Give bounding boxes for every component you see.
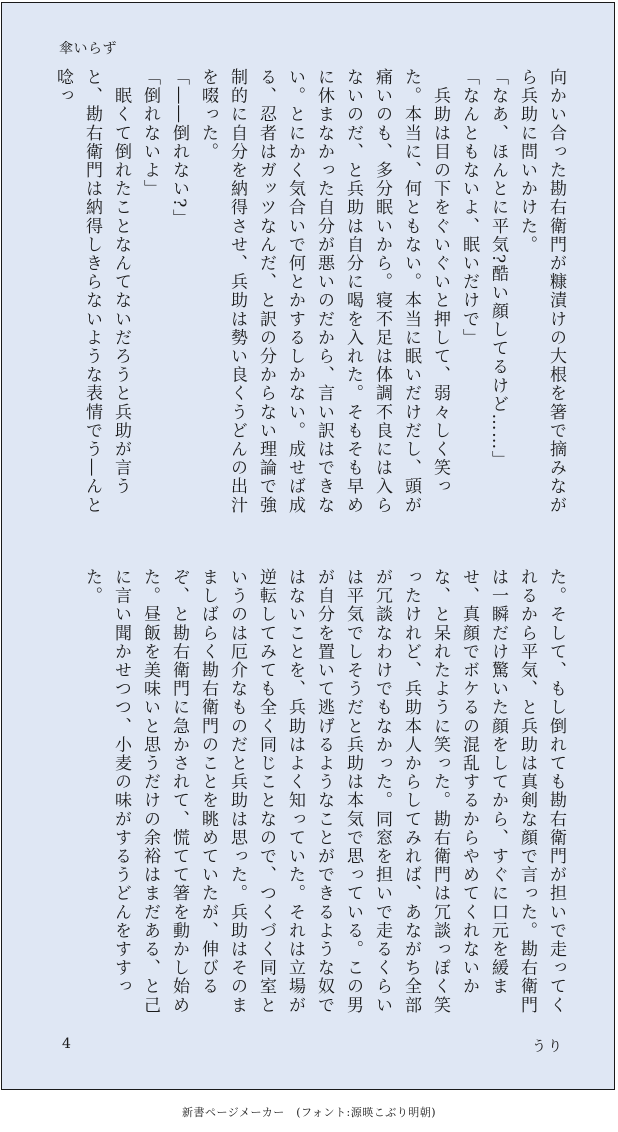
generator-credit: 新書ページメーカー (フォント:源暎こぶり明朝) xyxy=(182,1106,436,1119)
author-name: うり xyxy=(532,1039,564,1055)
page-number: 4 xyxy=(62,1036,71,1052)
body-text-lower-block: た。そして、もし倒れても勘右衛門が担いで走ってくれるから平気、と兵助は真剣な顔で言った。勘右衛門は一瞬だけ驚いた顔をしてから、すぐに口元を緩ませ、真顔でボケるの混乱するからやめてくれないかな、と呆れたように笑った。勘右衛門は冗談っぽく笑ったけれど、兵助本人からしてみれば、あながち全部が冗談なわけでもなかった。同窓を担いで走るくらいは平気でしそうだと兵助は本気で思っている。この男が自分を置いて逃げるようなことができるような奴ではないことを、兵助はよく知っていた。それは立場が逆転してみても全く同じことなので、つくづく同室というのは厄介なものだと兵助は思った。兵助はそのまましばらく勘右衛門のことを眺めていたが、伸びるぞ、と勘右衛門に急かされて、慌てて箸を動かし始めた。昼飯を美味いと思うだけの余裕はまだある、と己に言い聞かせつつ、小麦の味がするうどんをすすった。 xyxy=(82,568,566,1015)
body-text-upper-block: 向かい合った勘右衛門が糠漬けの大根を箸で摘みながら兵助に問いかけた。 「なあ、ほんとに平気?酷い顔してるけど……」 「なんともないよ、眠いだけで」 兵助は目の下をぐいぐいと押して、弱々しく笑った。本当に、何ともない。本当に眠いだけだし、頭が痛いのも、多分眠いから。寝不足は体調不良には入らないのだ、と兵助は自分に喝を入れた。そもそも早めに休まなかった自分が悪いのだから、言い訳はできない。とにかく気合いで何とかするしかない。成せば成る、忍者はガッツなんだ、と訳の分からない理論で強制的に自分を納得させ、兵助は勢い良くうどんの出汁を啜った。 「――倒れない?」 「倒れないよ」 眠くて倒れたことなんてないだろうと兵助が言うと、勘右衛門は納得しきらないような表情でう―んと唸っ xyxy=(53,68,566,515)
running-header-title: 傘いらず xyxy=(59,41,117,57)
book-page xyxy=(1,2,615,1090)
